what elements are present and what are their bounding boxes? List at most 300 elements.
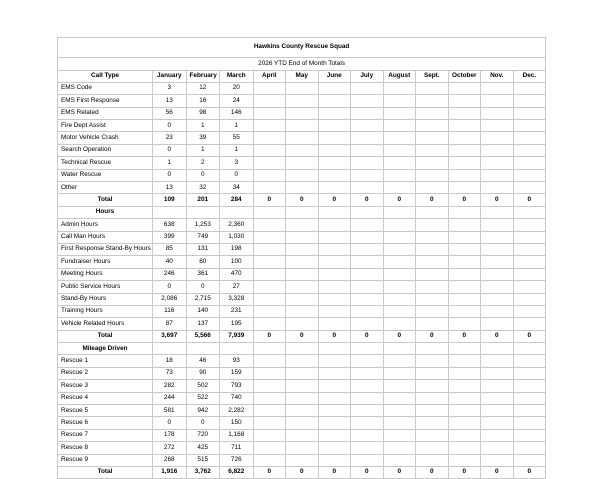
- cell-jul[interactable]: [351, 82, 384, 94]
- cell-jan[interactable]: 0: [153, 417, 187, 429]
- cell-jun[interactable]: [318, 120, 351, 132]
- cell-jul[interactable]: [351, 132, 384, 144]
- cell-jan[interactable]: 0: [153, 120, 187, 132]
- cell-may[interactable]: [286, 107, 319, 119]
- cell-feb[interactable]: 502: [186, 380, 220, 392]
- cell-jun[interactable]: [318, 281, 351, 293]
- cell-jun[interactable]: [318, 219, 351, 231]
- cell-may[interactable]: [286, 281, 319, 293]
- cell-dec[interactable]: [513, 231, 546, 243]
- cell-dec[interactable]: [513, 305, 546, 317]
- cell-may[interactable]: [286, 293, 319, 305]
- cell-jan[interactable]: 282: [153, 380, 187, 392]
- cell-mar[interactable]: 150: [220, 417, 254, 429]
- cell-mar[interactable]: 159: [220, 367, 254, 379]
- cell-aug[interactable]: [383, 454, 416, 466]
- cell-dec[interactable]: [513, 380, 546, 392]
- cell-aug[interactable]: [383, 144, 416, 156]
- cell-nov[interactable]: [481, 256, 514, 268]
- cell-nov[interactable]: [481, 82, 514, 94]
- cell-jul[interactable]: [351, 219, 384, 231]
- cell-oct[interactable]: [448, 243, 481, 255]
- cell-jul[interactable]: [351, 157, 384, 169]
- cell-sep[interactable]: [416, 82, 449, 94]
- cell-sep[interactable]: [416, 256, 449, 268]
- cell-aug[interactable]: [383, 442, 416, 454]
- cell-may[interactable]: [286, 182, 319, 194]
- cell-sep[interactable]: [416, 120, 449, 132]
- cell-mar[interactable]: 1: [220, 120, 254, 132]
- cell-apr[interactable]: [253, 268, 286, 280]
- cell-jun[interactable]: [318, 132, 351, 144]
- cell-jun[interactable]: [318, 157, 351, 169]
- cell-feb[interactable]: 140: [186, 305, 220, 317]
- cell-may[interactable]: [286, 380, 319, 392]
- cell-may[interactable]: [286, 305, 319, 317]
- cell-jul[interactable]: [351, 380, 384, 392]
- cell-sep[interactable]: [416, 429, 449, 441]
- cell-aug[interactable]: [383, 268, 416, 280]
- cell-apr[interactable]: [253, 169, 286, 181]
- cell-oct[interactable]: [448, 231, 481, 243]
- cell-jan[interactable]: 87: [153, 318, 187, 330]
- cell-nov[interactable]: [481, 169, 514, 181]
- cell-feb[interactable]: 942: [186, 405, 220, 417]
- cell-feb[interactable]: 131: [186, 243, 220, 255]
- cell-apr[interactable]: [253, 318, 286, 330]
- cell-jul[interactable]: [351, 231, 384, 243]
- cell-jan[interactable]: 0: [153, 169, 187, 181]
- cell-nov[interactable]: [481, 231, 514, 243]
- cell-may[interactable]: [286, 219, 319, 231]
- cell-apr[interactable]: [253, 293, 286, 305]
- cell-mar[interactable]: 1,168: [220, 429, 254, 441]
- cell-dec[interactable]: [513, 281, 546, 293]
- cell-mar[interactable]: 470: [220, 268, 254, 280]
- cell-apr[interactable]: [253, 417, 286, 429]
- cell-feb[interactable]: 39: [186, 132, 220, 144]
- cell-sep[interactable]: [416, 355, 449, 367]
- cell-sep[interactable]: [416, 392, 449, 404]
- cell-nov[interactable]: [481, 380, 514, 392]
- cell-jul[interactable]: [351, 305, 384, 317]
- cell-jul[interactable]: [351, 318, 384, 330]
- cell-jun[interactable]: [318, 318, 351, 330]
- cell-feb[interactable]: 1: [186, 144, 220, 156]
- cell-jun[interactable]: [318, 82, 351, 94]
- cell-jul[interactable]: [351, 355, 384, 367]
- cell-apr[interactable]: [253, 231, 286, 243]
- cell-apr[interactable]: [253, 243, 286, 255]
- cell-nov[interactable]: [481, 281, 514, 293]
- cell-jan[interactable]: 268: [153, 454, 187, 466]
- cell-jun[interactable]: [318, 231, 351, 243]
- cell-sep[interactable]: [416, 219, 449, 231]
- cell-sep[interactable]: [416, 417, 449, 429]
- cell-oct[interactable]: [448, 132, 481, 144]
- cell-jun[interactable]: [318, 268, 351, 280]
- cell-apr[interactable]: [253, 405, 286, 417]
- cell-dec[interactable]: [513, 293, 546, 305]
- cell-mar[interactable]: 231: [220, 305, 254, 317]
- cell-dec[interactable]: [513, 95, 546, 107]
- cell-sep[interactable]: [416, 454, 449, 466]
- cell-nov[interactable]: [481, 219, 514, 231]
- cell-nov[interactable]: [481, 318, 514, 330]
- cell-dec[interactable]: [513, 182, 546, 194]
- cell-oct[interactable]: [448, 305, 481, 317]
- cell-jul[interactable]: [351, 429, 384, 441]
- cell-jan[interactable]: 3: [153, 82, 187, 94]
- cell-jan[interactable]: 0: [153, 144, 187, 156]
- cell-may[interactable]: [286, 132, 319, 144]
- cell-jun[interactable]: [318, 256, 351, 268]
- cell-feb[interactable]: 361: [186, 268, 220, 280]
- cell-may[interactable]: [286, 120, 319, 132]
- cell-aug[interactable]: [383, 169, 416, 181]
- cell-dec[interactable]: [513, 454, 546, 466]
- cell-apr[interactable]: [253, 157, 286, 169]
- cell-oct[interactable]: [448, 318, 481, 330]
- cell-may[interactable]: [286, 169, 319, 181]
- cell-dec[interactable]: [513, 132, 546, 144]
- cell-dec[interactable]: [513, 107, 546, 119]
- cell-mar[interactable]: 0: [220, 169, 254, 181]
- cell-feb[interactable]: 16: [186, 95, 220, 107]
- cell-oct[interactable]: [448, 281, 481, 293]
- cell-aug[interactable]: [383, 157, 416, 169]
- cell-jan[interactable]: 18: [153, 355, 187, 367]
- cell-dec[interactable]: [513, 82, 546, 94]
- cell-jan[interactable]: 638: [153, 219, 187, 231]
- cell-aug[interactable]: [383, 95, 416, 107]
- cell-sep[interactable]: [416, 318, 449, 330]
- cell-oct[interactable]: [448, 95, 481, 107]
- cell-nov[interactable]: [481, 293, 514, 305]
- cell-sep[interactable]: [416, 367, 449, 379]
- cell-aug[interactable]: [383, 281, 416, 293]
- cell-sep[interactable]: [416, 132, 449, 144]
- cell-jul[interactable]: [351, 268, 384, 280]
- cell-mar[interactable]: 711: [220, 442, 254, 454]
- cell-aug[interactable]: [383, 243, 416, 255]
- cell-oct[interactable]: [448, 256, 481, 268]
- cell-dec[interactable]: [513, 219, 546, 231]
- cell-mar[interactable]: 2,282: [220, 405, 254, 417]
- cell-jun[interactable]: [318, 355, 351, 367]
- cell-aug[interactable]: [383, 231, 416, 243]
- cell-oct[interactable]: [448, 169, 481, 181]
- cell-aug[interactable]: [383, 82, 416, 94]
- cell-may[interactable]: [286, 95, 319, 107]
- cell-mar[interactable]: 34: [220, 182, 254, 194]
- cell-may[interactable]: [286, 454, 319, 466]
- cell-apr[interactable]: [253, 82, 286, 94]
- cell-jan[interactable]: 85: [153, 243, 187, 255]
- cell-jun[interactable]: [318, 293, 351, 305]
- cell-jun[interactable]: [318, 442, 351, 454]
- cell-dec[interactable]: [513, 318, 546, 330]
- cell-feb[interactable]: 0: [186, 281, 220, 293]
- cell-feb[interactable]: 1: [186, 120, 220, 132]
- cell-jan[interactable]: 116: [153, 305, 187, 317]
- cell-aug[interactable]: [383, 293, 416, 305]
- cell-oct[interactable]: [448, 367, 481, 379]
- cell-jan[interactable]: 13: [153, 182, 187, 194]
- cell-feb[interactable]: 98: [186, 107, 220, 119]
- cell-jan[interactable]: 73: [153, 367, 187, 379]
- cell-may[interactable]: [286, 256, 319, 268]
- cell-jul[interactable]: [351, 144, 384, 156]
- cell-oct[interactable]: [448, 157, 481, 169]
- cell-aug[interactable]: [383, 132, 416, 144]
- cell-aug[interactable]: [383, 380, 416, 392]
- cell-jul[interactable]: [351, 182, 384, 194]
- cell-oct[interactable]: [448, 144, 481, 156]
- cell-nov[interactable]: [481, 120, 514, 132]
- cell-apr[interactable]: [253, 107, 286, 119]
- cell-oct[interactable]: [448, 380, 481, 392]
- cell-apr[interactable]: [253, 305, 286, 317]
- cell-jul[interactable]: [351, 256, 384, 268]
- cell-oct[interactable]: [448, 219, 481, 231]
- cell-feb[interactable]: 720: [186, 429, 220, 441]
- cell-jun[interactable]: [318, 144, 351, 156]
- cell-jan[interactable]: 244: [153, 392, 187, 404]
- cell-oct[interactable]: [448, 268, 481, 280]
- cell-jul[interactable]: [351, 107, 384, 119]
- cell-apr[interactable]: [253, 281, 286, 293]
- cell-sep[interactable]: [416, 182, 449, 194]
- cell-aug[interactable]: [383, 182, 416, 194]
- cell-aug[interactable]: [383, 256, 416, 268]
- cell-mar[interactable]: 195: [220, 318, 254, 330]
- cell-mar[interactable]: 2,360: [220, 219, 254, 231]
- cell-feb[interactable]: 80: [186, 256, 220, 268]
- cell-oct[interactable]: [448, 405, 481, 417]
- cell-apr[interactable]: [253, 380, 286, 392]
- cell-oct[interactable]: [448, 442, 481, 454]
- cell-jul[interactable]: [351, 120, 384, 132]
- cell-jan[interactable]: 56: [153, 107, 187, 119]
- cell-aug[interactable]: [383, 429, 416, 441]
- cell-aug[interactable]: [383, 367, 416, 379]
- cell-jul[interactable]: [351, 169, 384, 181]
- cell-jan[interactable]: 2,086: [153, 293, 187, 305]
- cell-may[interactable]: [286, 405, 319, 417]
- cell-oct[interactable]: [448, 82, 481, 94]
- cell-feb[interactable]: 515: [186, 454, 220, 466]
- cell-dec[interactable]: [513, 144, 546, 156]
- cell-apr[interactable]: [253, 182, 286, 194]
- cell-aug[interactable]: [383, 318, 416, 330]
- cell-dec[interactable]: [513, 243, 546, 255]
- cell-may[interactable]: [286, 157, 319, 169]
- cell-aug[interactable]: [383, 120, 416, 132]
- cell-nov[interactable]: [481, 442, 514, 454]
- cell-oct[interactable]: [448, 182, 481, 194]
- cell-dec[interactable]: [513, 169, 546, 181]
- cell-sep[interactable]: [416, 305, 449, 317]
- cell-nov[interactable]: [481, 392, 514, 404]
- cell-sep[interactable]: [416, 268, 449, 280]
- cell-mar[interactable]: 93: [220, 355, 254, 367]
- cell-may[interactable]: [286, 392, 319, 404]
- cell-nov[interactable]: [481, 144, 514, 156]
- cell-feb[interactable]: 1,253: [186, 219, 220, 231]
- cell-jun[interactable]: [318, 243, 351, 255]
- cell-oct[interactable]: [448, 107, 481, 119]
- cell-jun[interactable]: [318, 429, 351, 441]
- cell-may[interactable]: [286, 243, 319, 255]
- cell-jul[interactable]: [351, 417, 384, 429]
- cell-apr[interactable]: [253, 95, 286, 107]
- cell-nov[interactable]: [481, 429, 514, 441]
- cell-nov[interactable]: [481, 243, 514, 255]
- cell-apr[interactable]: [253, 355, 286, 367]
- cell-jun[interactable]: [318, 380, 351, 392]
- cell-dec[interactable]: [513, 429, 546, 441]
- cell-jul[interactable]: [351, 442, 384, 454]
- cell-mar[interactable]: 1: [220, 144, 254, 156]
- cell-jun[interactable]: [318, 367, 351, 379]
- cell-mar[interactable]: 27: [220, 281, 254, 293]
- cell-nov[interactable]: [481, 157, 514, 169]
- cell-jun[interactable]: [318, 417, 351, 429]
- cell-jan[interactable]: 178: [153, 429, 187, 441]
- cell-jul[interactable]: [351, 454, 384, 466]
- cell-aug[interactable]: [383, 392, 416, 404]
- cell-jun[interactable]: [318, 305, 351, 317]
- cell-dec[interactable]: [513, 120, 546, 132]
- cell-mar[interactable]: 20: [220, 82, 254, 94]
- cell-jul[interactable]: [351, 392, 384, 404]
- cell-jan[interactable]: 23: [153, 132, 187, 144]
- cell-mar[interactable]: 726: [220, 454, 254, 466]
- cell-dec[interactable]: [513, 157, 546, 169]
- cell-apr[interactable]: [253, 454, 286, 466]
- cell-nov[interactable]: [481, 367, 514, 379]
- cell-jul[interactable]: [351, 293, 384, 305]
- cell-sep[interactable]: [416, 293, 449, 305]
- cell-nov[interactable]: [481, 417, 514, 429]
- cell-oct[interactable]: [448, 355, 481, 367]
- cell-may[interactable]: [286, 355, 319, 367]
- cell-sep[interactable]: [416, 107, 449, 119]
- cell-may[interactable]: [286, 429, 319, 441]
- cell-mar[interactable]: 198: [220, 243, 254, 255]
- cell-apr[interactable]: [253, 442, 286, 454]
- cell-oct[interactable]: [448, 392, 481, 404]
- cell-feb[interactable]: 32: [186, 182, 220, 194]
- cell-nov[interactable]: [481, 95, 514, 107]
- cell-oct[interactable]: [448, 293, 481, 305]
- cell-nov[interactable]: [481, 268, 514, 280]
- cell-jul[interactable]: [351, 281, 384, 293]
- cell-sep[interactable]: [416, 144, 449, 156]
- cell-nov[interactable]: [481, 107, 514, 119]
- cell-oct[interactable]: [448, 120, 481, 132]
- cell-oct[interactable]: [448, 454, 481, 466]
- cell-feb[interactable]: 0: [186, 169, 220, 181]
- cell-jun[interactable]: [318, 169, 351, 181]
- cell-mar[interactable]: 740: [220, 392, 254, 404]
- cell-sep[interactable]: [416, 380, 449, 392]
- cell-jan[interactable]: 399: [153, 231, 187, 243]
- cell-oct[interactable]: [448, 429, 481, 441]
- cell-sep[interactable]: [416, 169, 449, 181]
- cell-jul[interactable]: [351, 405, 384, 417]
- cell-may[interactable]: [286, 268, 319, 280]
- cell-jan[interactable]: 13: [153, 95, 187, 107]
- cell-apr[interactable]: [253, 392, 286, 404]
- cell-feb[interactable]: 12: [186, 82, 220, 94]
- cell-dec[interactable]: [513, 367, 546, 379]
- cell-dec[interactable]: [513, 256, 546, 268]
- cell-jul[interactable]: [351, 243, 384, 255]
- cell-jun[interactable]: [318, 107, 351, 119]
- cell-jul[interactable]: [351, 367, 384, 379]
- cell-mar[interactable]: 100: [220, 256, 254, 268]
- cell-sep[interactable]: [416, 442, 449, 454]
- cell-dec[interactable]: [513, 417, 546, 429]
- cell-mar[interactable]: 793: [220, 380, 254, 392]
- cell-sep[interactable]: [416, 231, 449, 243]
- cell-jan[interactable]: 40: [153, 256, 187, 268]
- cell-jun[interactable]: [318, 95, 351, 107]
- cell-jan[interactable]: 581: [153, 405, 187, 417]
- cell-feb[interactable]: 522: [186, 392, 220, 404]
- cell-sep[interactable]: [416, 243, 449, 255]
- cell-may[interactable]: [286, 417, 319, 429]
- cell-mar[interactable]: 146: [220, 107, 254, 119]
- cell-mar[interactable]: 3: [220, 157, 254, 169]
- cell-dec[interactable]: [513, 268, 546, 280]
- cell-apr[interactable]: [253, 144, 286, 156]
- cell-jan[interactable]: 0: [153, 281, 187, 293]
- cell-dec[interactable]: [513, 355, 546, 367]
- cell-feb[interactable]: 2,715: [186, 293, 220, 305]
- cell-may[interactable]: [286, 82, 319, 94]
- cell-jun[interactable]: [318, 405, 351, 417]
- cell-nov[interactable]: [481, 305, 514, 317]
- cell-may[interactable]: [286, 367, 319, 379]
- cell-jan[interactable]: 1: [153, 157, 187, 169]
- cell-aug[interactable]: [383, 219, 416, 231]
- cell-apr[interactable]: [253, 256, 286, 268]
- cell-sep[interactable]: [416, 95, 449, 107]
- cell-jun[interactable]: [318, 392, 351, 404]
- cell-dec[interactable]: [513, 392, 546, 404]
- cell-sep[interactable]: [416, 157, 449, 169]
- cell-mar[interactable]: 55: [220, 132, 254, 144]
- cell-aug[interactable]: [383, 355, 416, 367]
- cell-feb[interactable]: 46: [186, 355, 220, 367]
- cell-apr[interactable]: [253, 429, 286, 441]
- cell-aug[interactable]: [383, 107, 416, 119]
- cell-nov[interactable]: [481, 132, 514, 144]
- cell-nov[interactable]: [481, 454, 514, 466]
- cell-jun[interactable]: [318, 454, 351, 466]
- cell-apr[interactable]: [253, 219, 286, 231]
- cell-jan[interactable]: 272: [153, 442, 187, 454]
- cell-aug[interactable]: [383, 405, 416, 417]
- cell-sep[interactable]: [416, 281, 449, 293]
- cell-jan[interactable]: 246: [153, 268, 187, 280]
- cell-may[interactable]: [286, 442, 319, 454]
- cell-nov[interactable]: [481, 182, 514, 194]
- cell-aug[interactable]: [383, 417, 416, 429]
